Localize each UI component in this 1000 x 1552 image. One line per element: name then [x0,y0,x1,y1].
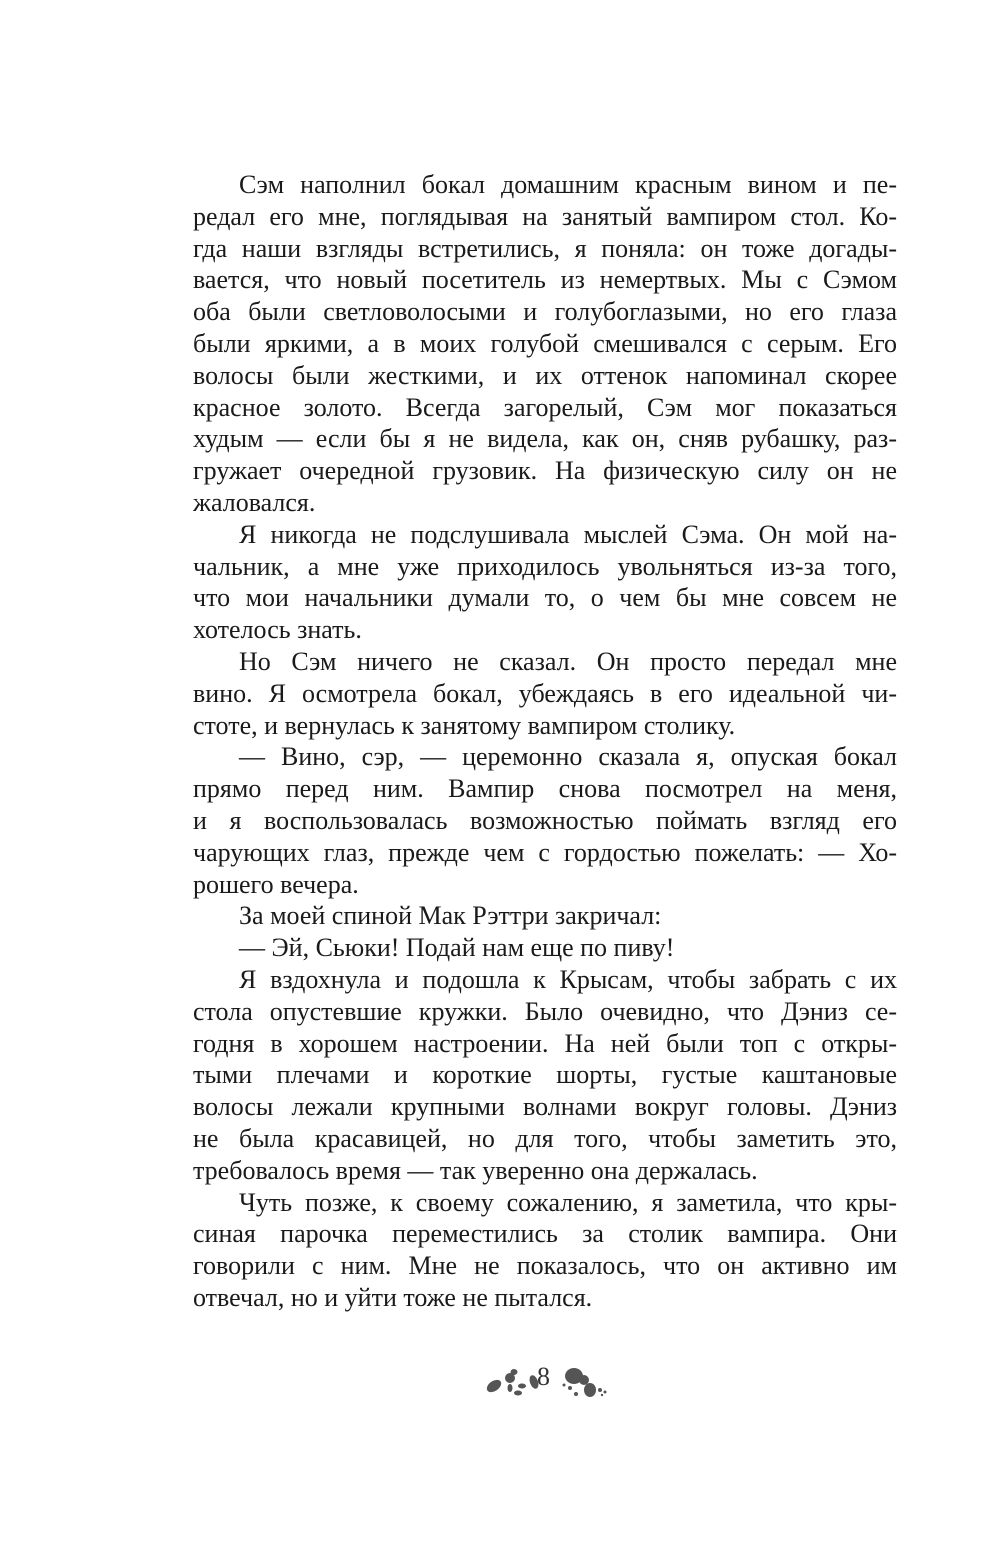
page-number: 8 [537,1362,550,1391]
text-line: говорили с ним. Мне не показалось, что он активно им [193,1251,897,1281]
text-line: Чуть позже, к своему сожалению, я заметила, что кры- [239,1187,897,1217]
text-line: гда наши взгляды встретились, я поняла: он тоже догады- [193,233,897,263]
text-line: стоте, и вернулась к занятому вампиром столику. [193,710,736,740]
text-line: чарующих глаз, прежде чем с гордостью пожелать: — Хо- [193,837,897,867]
text-line: чальник, а мне уже приходилось увольняться из-за того, [193,551,897,581]
text-line: редал его мне, поглядывая на занятый вампиром стол. Ко- [193,201,897,231]
text-line: хотелось знать. [193,615,362,645]
text-line: жаловался. [193,487,316,517]
text-line: годня в хорошем настроении. На ней были топ с откры- [193,1028,897,1058]
text-line: волосы были жесткими, и их оттенок напоминал скорее [193,360,897,390]
text-line: оба были светловолосыми и голубоглазыми, но его глаза [193,297,897,327]
text-line: были яркими, а в моих голубой смешивался с серым. Его [193,328,897,358]
text-line: и я воспользовалась возможностью поймать взгляд его [193,805,897,835]
page-footer [0,1358,1000,1398]
ornament-right-icon [560,1358,620,1398]
text-line: Сэм наполнил бокал домашним красным вином и пе- [239,170,897,199]
text-line: требовалось время — так уверенно она держалась. [193,1155,758,1185]
text-line: Я никогда не подслушивала мыслей Сэма. Он мой на- [239,519,897,549]
text-line: — Вино, сэр, — церемонно сказала я, опуская бокал [239,742,897,772]
text-line: отвечал, но и уйти тоже не пытался. [193,1282,593,1312]
body-text [193,169,897,1314]
text-line: что мои начальники думали то, о чем бы мне совсем не [193,583,897,613]
text-line: За моей спиной Мак Рэттри закричал: [239,901,662,931]
text-line: рошего вечера. [193,869,359,899]
text-line: стола опустевшие кружки. Было очевидно, что Дэниз се- [193,996,897,1026]
text-line: тыми плечами и короткие шорты, густые каштановые [193,1060,897,1090]
ornament-left-icon [484,1358,544,1398]
text-line: прямо перед ним. Вампир снова посмотрел на меня, [193,774,897,804]
text-line: Но Сэм ничего не сказал. Он просто передал мне [239,646,897,676]
text-line: — Эй, Сьюки! Подай нам еще по пиву! [239,933,675,963]
text-line: вино. Я осмотрела бокал, убеждаясь в его идеальной чи- [193,678,897,708]
text-line: красное золото. Всегда загорелый, Сэм мог показаться [193,392,897,422]
text-line: волосы лежали крупными волнами вокруг головы. Дэниз [193,1092,897,1122]
text-line: вается, что новый посетитель из немертвых. Мы с Сэмом [193,265,897,295]
text-line: гружает очередной грузовик. На физическую силу он не [193,456,897,486]
text-line: худым — если бы я не видела, как он, сняв рубашку, раз- [193,424,897,454]
text-line: не была красавицей, но для того, чтобы заметить это, [193,1123,897,1153]
text-line: синая парочка переместились за столик вампира. Они [193,1219,897,1249]
text-line: Я вздохнула и подошла к Крысам, чтобы забрать с их [239,964,897,994]
